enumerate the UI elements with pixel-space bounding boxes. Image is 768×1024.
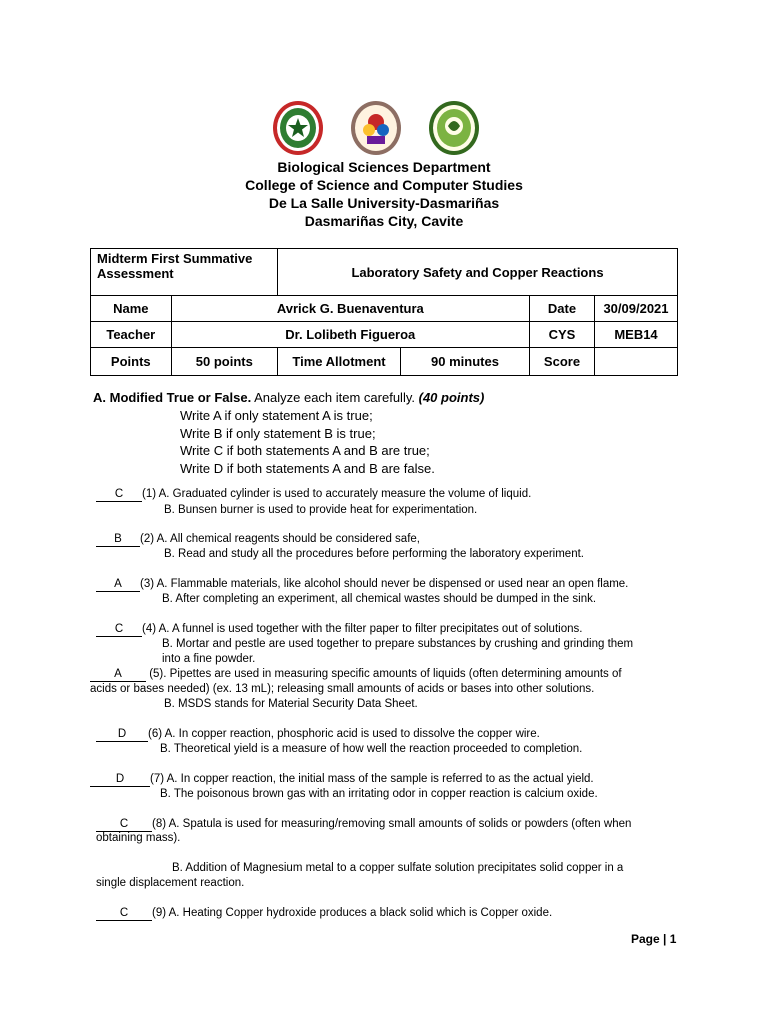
instruction-line: Write C if both statements A and B are true; [180,443,430,458]
statement-a: (6) A. In copper reaction, phosphoric acid is used to dissolve the copper wire. [148,728,540,740]
college-name: College of Science and Computer Studies [245,177,523,193]
answer-blank[interactable]: C [96,817,152,832]
name-label: Name [91,296,172,322]
statement-b: B. MSDS stands for Material Security Data Sheet. [164,698,418,710]
statement-a: (2) A. All chemical reagents should be considered safe, [140,533,420,545]
date-label: Date [530,296,595,322]
teacher-label: Teacher [91,322,172,348]
question-8 [96,817,631,832]
statement-b: B. Read and study all the procedures before performing the laboratory experiment. [164,548,584,560]
statement-a: (4) A. A funnel is used together with the filter paper to filter precipitates out of solutions. [142,623,583,635]
answer-blank[interactable]: C [96,487,142,502]
statement-b-continued: into a fine powder. [162,653,256,665]
college-seal-logo [350,100,402,156]
statement-b-continued: single displacement reaction. [96,877,245,889]
section-instructions [180,407,435,477]
answer-blank[interactable]: B [96,532,140,547]
time-allotment-value: 90 minutes [401,348,530,376]
answer-blank[interactable]: C [96,906,152,921]
department-seal-logo [428,100,480,156]
statement-b: B. Theoretical yield is a measure of how well the reaction proceeded to completion. [160,743,583,755]
time-allotment-label: Time Allotment [278,348,401,376]
statement-a: (5). Pipettes are used in measuring specific amounts of liquids (often determining amounts of [149,668,622,680]
assessment-title: Laboratory Safety and Copper Reactions [278,249,678,296]
assessment-info-table [90,248,678,376]
university-location: Dasmariñas City, Cavite [304,213,464,229]
section-intro: Analyze each item carefully. [251,390,419,405]
question-2 [96,532,420,547]
instruction-line: Write A if only statement A is true; [180,408,373,423]
statement-a-continued: acids or bases needed) (ex. 13 mL); releasing small amounts of acids or bases into other solutions. [90,683,595,695]
answer-blank[interactable]: A [96,577,140,592]
statement-b: B. Bunsen burner is used to provide heat for experimentation. [164,504,478,516]
question-1 [96,487,531,502]
answer-blank[interactable]: D [96,727,148,742]
assessment-type: Midterm First Summative Assessment [91,249,278,296]
instruction-line: Write B if only statement B is true; [180,425,376,441]
statement-a: (7) A. In copper reaction, the initial mass of the sample is referred to as the actual yield. [150,773,594,785]
points-label: Points [91,348,172,376]
question-3 [96,577,628,592]
question-4 [96,622,582,637]
answer-blank[interactable]: C [96,622,142,637]
statement-a: (3) A. Flammable materials, like alcohol should never be dispensed or used near an open flame. [140,578,629,590]
section-title: A. Modified True or False. [93,390,252,405]
department-name: Biological Sciences Department [277,159,491,175]
question-7 [90,772,594,787]
university-name: De La Salle University-Dasmariñas [268,195,500,211]
answer-blank[interactable]: A [90,667,146,682]
cys-label: CYS [530,322,595,348]
instruction-line: Write D if both statements A and B are false. [180,460,435,476]
statement-a-continued: obtaining mass). [96,832,181,844]
document-header [0,158,768,230]
statement-a: (8) A. Spatula is used for measuring/removing small amounts of solids or powders (often when [152,818,632,830]
statement-b: B. After completing an experiment, all chemical wastes should be dumped in the sink. [162,593,597,605]
score-value[interactable] [595,348,678,376]
answer-blank[interactable]: D [90,772,150,787]
date-value: 30/09/2021 [595,296,678,322]
score-label: Score [530,348,595,376]
points-value: 50 points [171,348,277,376]
logo-row [0,100,768,156]
section-points: (40 points) [418,390,485,405]
statement-b: B. Mortar and pestle are used together to prepare substances by crushing and grinding them [162,638,634,650]
question-6 [96,727,540,742]
statement-a: (9) A. Heating Copper hydroxide produces a black solid which is Copper oxide. [152,907,553,919]
question-9 [96,906,552,921]
statement-b: B. Addition of Magnesium metal to a copper sulfate solution precipitates solid copper in a [172,862,624,874]
page-number: Page | 1 [631,932,677,946]
section-heading [93,390,484,406]
question-5 [90,667,678,682]
name-value: Avrick G. Buenaventura [171,296,529,322]
statement-b: B. The poisonous brown gas with an irritating odor in copper reaction is calcium oxide. [160,788,598,800]
teacher-value: Dr. Lolibeth Figueroa [171,322,529,348]
cys-value: MEB14 [595,322,678,348]
university-seal-logo [272,100,324,156]
statement-a: (1) A. Graduated cylinder is used to accurately measure the volume of liquid. [142,488,532,500]
